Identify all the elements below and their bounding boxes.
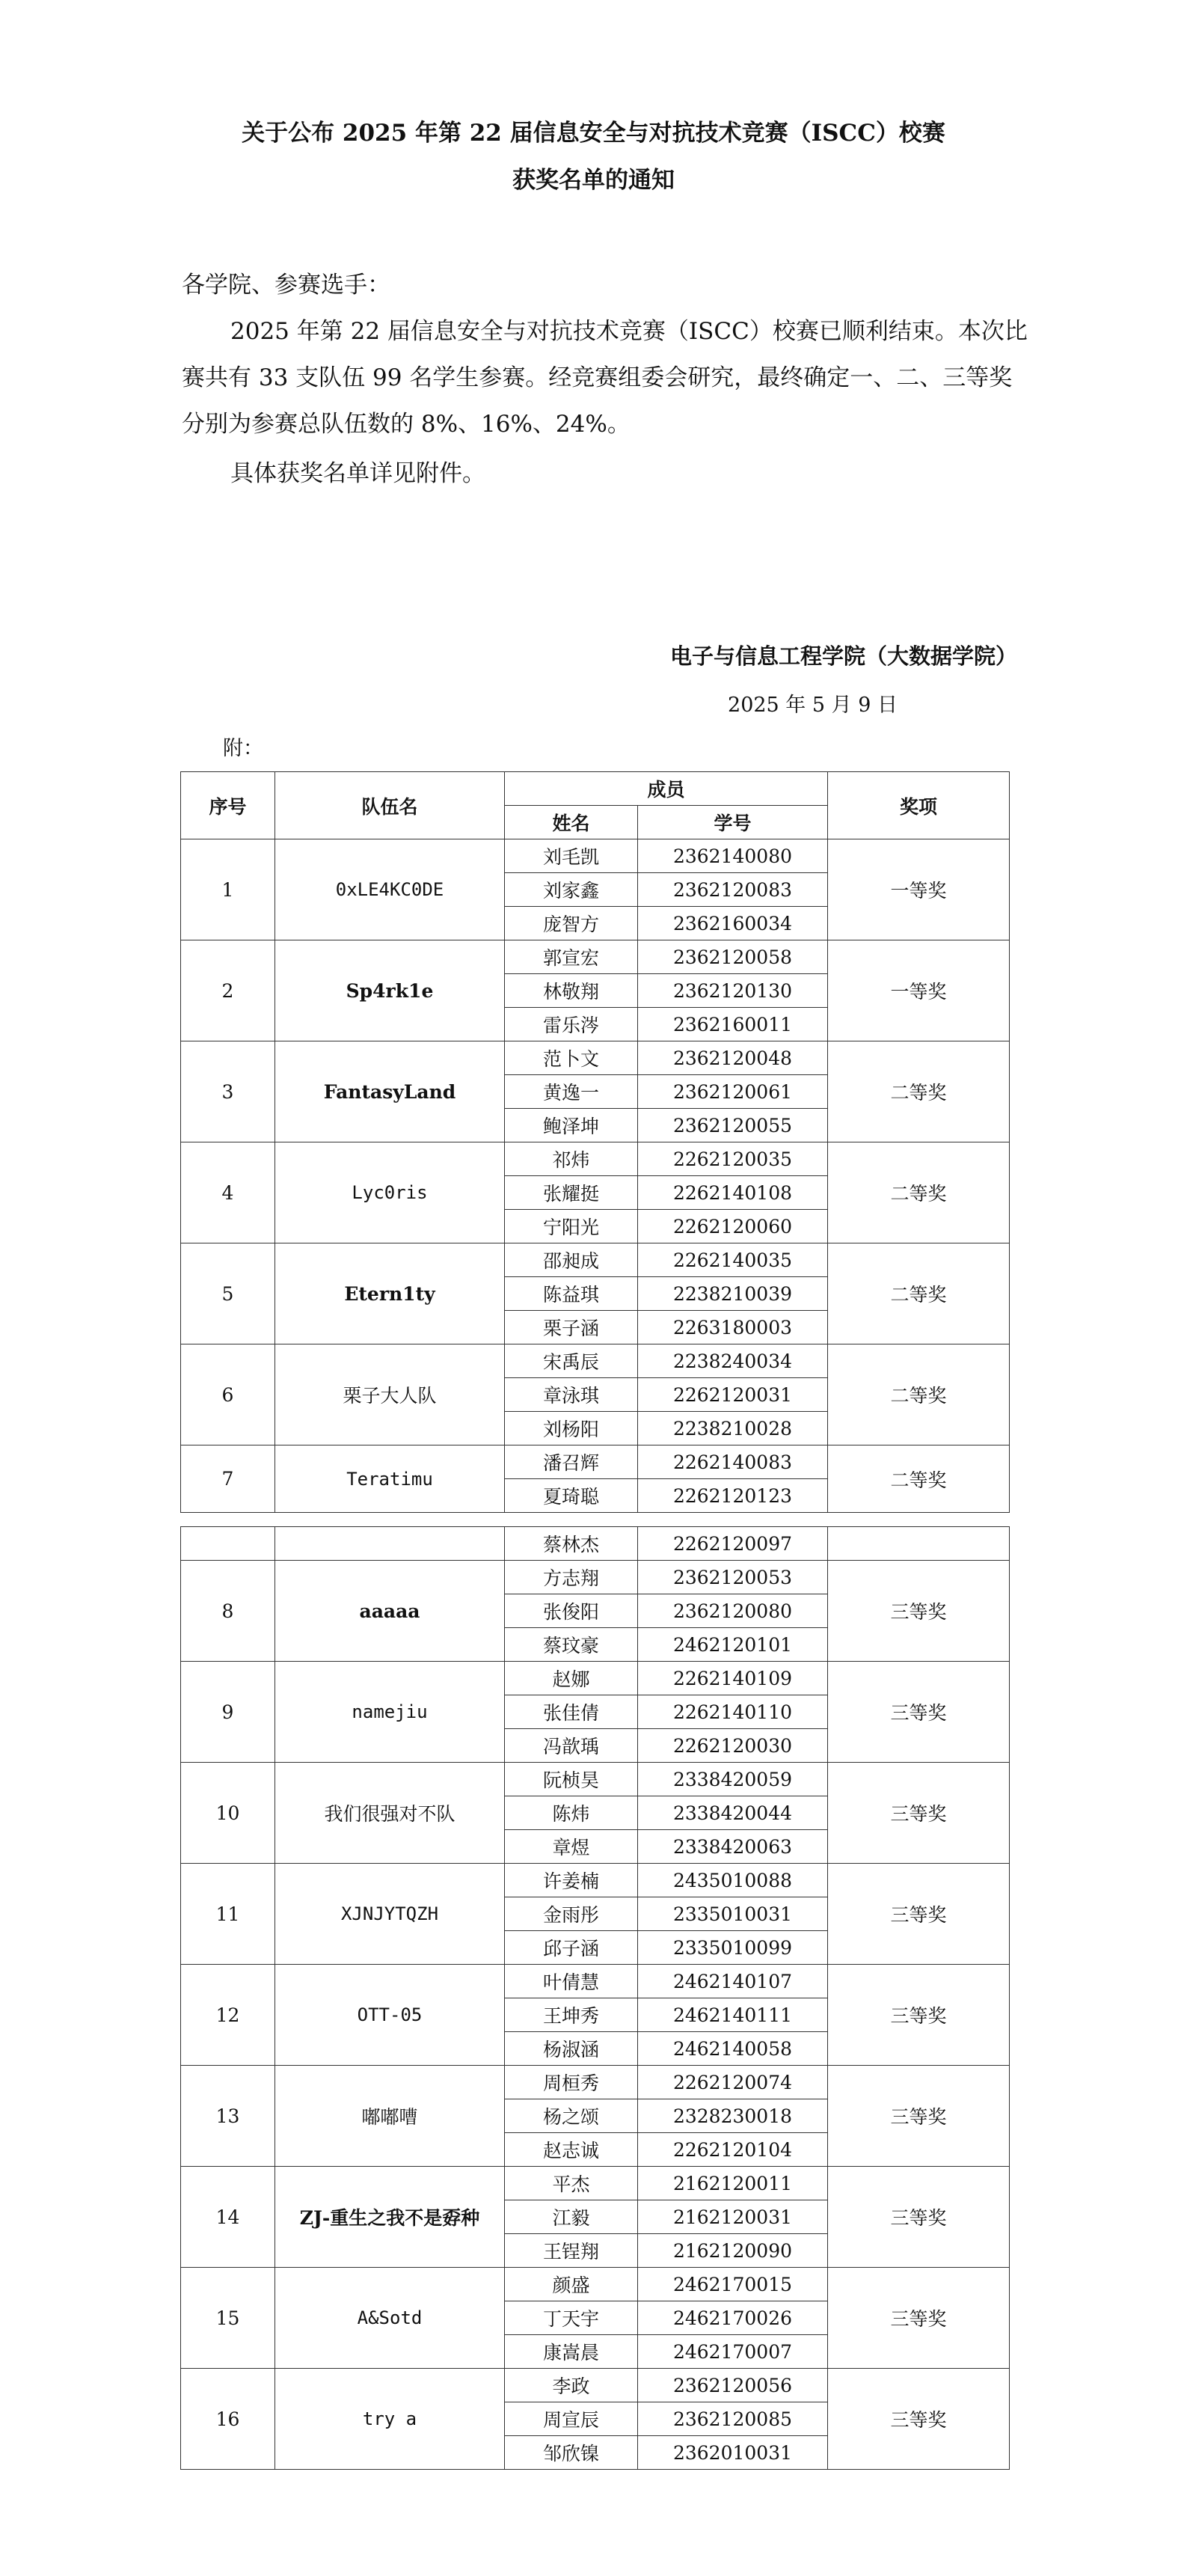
- table-row: [181, 2268, 1010, 2301]
- cell-index: 7: [181, 1445, 275, 1513]
- table-row: [181, 1763, 1010, 1796]
- cell-student-id: 2162120031: [638, 2200, 828, 2234]
- cell-index: 15: [181, 2268, 275, 2369]
- cell-team-name: Etern1ty: [275, 1243, 505, 1344]
- cell-index: 1: [181, 839, 275, 940]
- cell-member-name: 章泳琪: [505, 1378, 638, 1412]
- cell-team-name: aaaaa: [275, 1561, 505, 1662]
- cell-student-id: 2362120053: [638, 1561, 828, 1594]
- cell-member-name: 刘杨阳: [505, 1412, 638, 1445]
- cell-member-name: 许姜楠: [505, 1864, 638, 1897]
- body-line-4: 具体获奖名单详见附件。: [230, 460, 485, 487]
- cell-award: 三等奖: [828, 2369, 1010, 2470]
- header-index: 序号: [181, 772, 275, 839]
- cell-member-name: 蔡玟豪: [505, 1628, 638, 1662]
- cell-student-id: 2362160011: [638, 1008, 828, 1041]
- cell-student-id: 2262120060: [638, 1210, 828, 1243]
- cell-member-name: 邱子涵: [505, 1931, 638, 1965]
- cell-index: 8: [181, 1561, 275, 1662]
- cell-member-name: 阮桢昊: [505, 1763, 638, 1796]
- cell-award: 三等奖: [828, 1561, 1010, 1662]
- award-table-page1: [180, 771, 1010, 1513]
- cell-team-name: A&Sotd: [275, 2268, 505, 2369]
- cell-student-id: 2338420044: [638, 1796, 828, 1830]
- cell-member-name: 林敬翔: [505, 974, 638, 1008]
- cell-award: 二等奖: [828, 1243, 1010, 1344]
- cell-student-id: 2262140110: [638, 1695, 828, 1729]
- cell-member-name: 赵志诚: [505, 2133, 638, 2167]
- cell-member-name: 王坤秀: [505, 1998, 638, 2032]
- table-row: [181, 2066, 1010, 2099]
- cell-student-id: 2462140111: [638, 1998, 828, 2032]
- cell-student-id: 2238210039: [638, 1277, 828, 1311]
- cell-student-id: 2263180003: [638, 1311, 828, 1344]
- cell-student-id: 2435010088: [638, 1864, 828, 1897]
- cell-member-name: 刘家鑫: [505, 873, 638, 907]
- body-line-1: 2025 年第 22 届信息安全与对抗技术竞赛（ISCC）校赛已顺利结束。本次比: [230, 318, 1028, 345]
- cell-member-name: 陈炜: [505, 1796, 638, 1830]
- cell-member-name: 张佳倩: [505, 1695, 638, 1729]
- cell-member-name: 陈益琪: [505, 1277, 638, 1311]
- cell-index: 16: [181, 2369, 275, 2470]
- cell-student-id: 2335010099: [638, 1931, 828, 1965]
- cell-index: 9: [181, 1662, 275, 1763]
- cell-award: 二等奖: [828, 1142, 1010, 1243]
- cell-student-id: 2238210028: [638, 1412, 828, 1445]
- cell-member-name: 黄逸一: [505, 1075, 638, 1109]
- cell-student-id: 2362120130: [638, 974, 828, 1008]
- cell-member-name: 范卜文: [505, 1041, 638, 1075]
- cell-index: 14: [181, 2167, 275, 2268]
- cell-member-name: 丁天宇: [505, 2301, 638, 2335]
- cell-student-id: 2462170015: [638, 2268, 828, 2301]
- header-award: 奖项: [828, 772, 1010, 839]
- cell-award: 三等奖: [828, 2167, 1010, 2268]
- cell-index: [181, 1527, 275, 1561]
- cell-student-id: 2362120080: [638, 1594, 828, 1628]
- cell-team-name: 0xLE4KC0DE: [275, 839, 505, 940]
- cell-member-name: 章煜: [505, 1830, 638, 1864]
- table-row: [181, 2167, 1010, 2200]
- cell-member-name: 杨淑涵: [505, 2032, 638, 2066]
- cell-award: 三等奖: [828, 1763, 1010, 1864]
- cell-team-name: Lyc0ris: [275, 1142, 505, 1243]
- cell-student-id: 2362160034: [638, 907, 828, 940]
- body-line-3: 分别为参赛总队伍数的 8%、16%、24%。: [182, 411, 631, 438]
- cell-student-id: 2262120031: [638, 1378, 828, 1412]
- cell-member-name: 宋禹辰: [505, 1344, 638, 1378]
- cell-team-name: Teratimu: [275, 1445, 505, 1513]
- cell-member-name: 潘召辉: [505, 1445, 638, 1479]
- cell-member-name: 邹欣镍: [505, 2436, 638, 2470]
- table-row: [181, 1864, 1010, 1897]
- cell-student-id: 2338420063: [638, 1830, 828, 1864]
- cell-index: 6: [181, 1344, 275, 1445]
- attachment-label: 附：: [223, 737, 263, 760]
- cell-team-name: XJNJYTQZH: [275, 1864, 505, 1965]
- table-row: [181, 1041, 1010, 1075]
- cell-team-name: Sp4rk1e: [275, 940, 505, 1041]
- cell-student-id: 2462170026: [638, 2301, 828, 2335]
- cell-student-id: 2338420059: [638, 1763, 828, 1796]
- cell-student-id: 2262120123: [638, 1479, 828, 1513]
- cell-member-name: 赵娜: [505, 1662, 638, 1695]
- table-row: [181, 2369, 1010, 2402]
- cell-member-name: 李政: [505, 2369, 638, 2402]
- cell-award: 二等奖: [828, 1041, 1010, 1142]
- cell-member-name: 叶倩慧: [505, 1965, 638, 1998]
- cell-award: [828, 1527, 1010, 1561]
- table-row: [181, 1445, 1010, 1479]
- cell-student-id: 2162120011: [638, 2167, 828, 2200]
- cell-student-id: 2362120056: [638, 2369, 828, 2402]
- cell-member-name: 方志翔: [505, 1561, 638, 1594]
- cell-member-name: 康嵩晨: [505, 2335, 638, 2369]
- cell-student-id: 2362120061: [638, 1075, 828, 1109]
- cell-student-id: 2262140083: [638, 1445, 828, 1479]
- cell-student-id: 2362120085: [638, 2402, 828, 2436]
- cell-member-name: 周宣辰: [505, 2402, 638, 2436]
- table-row: [181, 1243, 1010, 1277]
- body-line-2: 赛共有 33 支队伍 99 名学生参赛。经竞赛组委会研究，最终确定一、二、三等奖: [182, 364, 1013, 391]
- cell-student-id: 2262120035: [638, 1142, 828, 1176]
- cell-team-name: [275, 1527, 505, 1561]
- cell-member-name: 栗子涵: [505, 1311, 638, 1344]
- table-row: [181, 1527, 1010, 1561]
- notice-title-line2: 获奖名单的通知: [512, 167, 675, 194]
- cell-member-name: 雷乐涔: [505, 1008, 638, 1041]
- cell-index: 3: [181, 1041, 275, 1142]
- cell-student-id: 2362140080: [638, 839, 828, 873]
- table-row: [181, 1142, 1010, 1176]
- cell-award: 二等奖: [828, 1344, 1010, 1445]
- cell-student-id: 2462140107: [638, 1965, 828, 1998]
- cell-index: 12: [181, 1965, 275, 2066]
- cell-index: 5: [181, 1243, 275, 1344]
- cell-student-id: 2462120101: [638, 1628, 828, 1662]
- cell-student-id: 2362120083: [638, 873, 828, 907]
- cell-team-name: 嘟嘟嘈: [275, 2066, 505, 2167]
- salutation: 各学院、参赛选手：: [182, 272, 390, 299]
- cell-student-id: 2262120074: [638, 2066, 828, 2099]
- header-members: 成员: [505, 772, 828, 806]
- cell-member-name: 周桓秀: [505, 2066, 638, 2099]
- signature-date: 2025 年 5 月 9 日: [728, 694, 898, 717]
- cell-member-name: 鲍泽坤: [505, 1109, 638, 1142]
- cell-member-name: 宁阳光: [505, 1210, 638, 1243]
- header-student-id: 学号: [638, 806, 828, 839]
- cell-student-id: 2262140035: [638, 1243, 828, 1277]
- cell-award: 一等奖: [828, 940, 1010, 1041]
- cell-student-id: 2262140109: [638, 1662, 828, 1695]
- table-row: [181, 1662, 1010, 1695]
- cell-team-name: 我们很强对不队: [275, 1763, 505, 1864]
- cell-student-id: 2262120097: [638, 1527, 828, 1561]
- table-row: [181, 1561, 1010, 1594]
- cell-team-name: try a: [275, 2369, 505, 2470]
- cell-member-name: 郭宣宏: [505, 940, 638, 974]
- cell-student-id: 2462170007: [638, 2335, 828, 2369]
- cell-member-name: 张耀挺: [505, 1176, 638, 1210]
- cell-member-name: 张俊阳: [505, 1594, 638, 1628]
- notice-title-line1: 关于公布 2025 年第 22 届信息安全与对抗技术竞赛（ISCC）校赛: [242, 120, 945, 147]
- cell-member-name: 邵昶成: [505, 1243, 638, 1277]
- table-row: [181, 1965, 1010, 1998]
- cell-student-id: 2262120030: [638, 1729, 828, 1763]
- cell-student-id: 2362010031: [638, 2436, 828, 2470]
- cell-member-name: 金雨彤: [505, 1897, 638, 1931]
- cell-student-id: 2362120055: [638, 1109, 828, 1142]
- cell-student-id: 2335010031: [638, 1897, 828, 1931]
- cell-team-name: OTT-05: [275, 1965, 505, 2066]
- cell-member-name: 颜盛: [505, 2268, 638, 2301]
- cell-member-name: 江毅: [505, 2200, 638, 2234]
- cell-member-name: 夏琦聪: [505, 1479, 638, 1513]
- cell-award: 二等奖: [828, 1445, 1010, 1513]
- cell-index: 4: [181, 1142, 275, 1243]
- cell-student-id: 2362120058: [638, 940, 828, 974]
- cell-member-name: 王锃翔: [505, 2234, 638, 2268]
- table-row: [181, 1344, 1010, 1378]
- table-row: [181, 940, 1010, 974]
- header-name: 姓名: [505, 806, 638, 839]
- cell-member-name: 祁炜: [505, 1142, 638, 1176]
- cell-member-name: 冯歆瑀: [505, 1729, 638, 1763]
- table-row: [181, 839, 1010, 873]
- cell-student-id: 2162120090: [638, 2234, 828, 2268]
- award-table-page2: [180, 1526, 1010, 2470]
- header-team: 队伍名: [275, 772, 505, 839]
- cell-award: 三等奖: [828, 1965, 1010, 2066]
- cell-award: 三等奖: [828, 2268, 1010, 2369]
- cell-team-name: ZJ-重生之我不是孬种: [275, 2167, 505, 2268]
- cell-student-id: 2238240034: [638, 1344, 828, 1378]
- cell-index: 13: [181, 2066, 275, 2167]
- cell-member-name: 杨之颂: [505, 2099, 638, 2133]
- cell-student-id: 2262120104: [638, 2133, 828, 2167]
- cell-team-name: 栗子大人队: [275, 1344, 505, 1445]
- cell-student-id: 2328230018: [638, 2099, 828, 2133]
- cell-team-name: namejiu: [275, 1662, 505, 1763]
- signature-organization: 电子与信息工程学院（大数据学院）: [669, 643, 1017, 669]
- cell-award: 三等奖: [828, 1662, 1010, 1763]
- cell-member-name: 平杰: [505, 2167, 638, 2200]
- cell-member-name: 蔡林杰: [505, 1527, 638, 1561]
- cell-team-name: FantasyLand: [275, 1041, 505, 1142]
- cell-member-name: 庞智方: [505, 907, 638, 940]
- cell-student-id: 2462140058: [638, 2032, 828, 2066]
- cell-award: 一等奖: [828, 839, 1010, 940]
- cell-member-name: 刘毛凯: [505, 839, 638, 873]
- cell-award: 三等奖: [828, 2066, 1010, 2167]
- cell-award: 三等奖: [828, 1864, 1010, 1965]
- cell-student-id: 2362120048: [638, 1041, 828, 1075]
- cell-index: 11: [181, 1864, 275, 1965]
- cell-index: 10: [181, 1763, 275, 1864]
- cell-index: 2: [181, 940, 275, 1041]
- cell-student-id: 2262140108: [638, 1176, 828, 1210]
